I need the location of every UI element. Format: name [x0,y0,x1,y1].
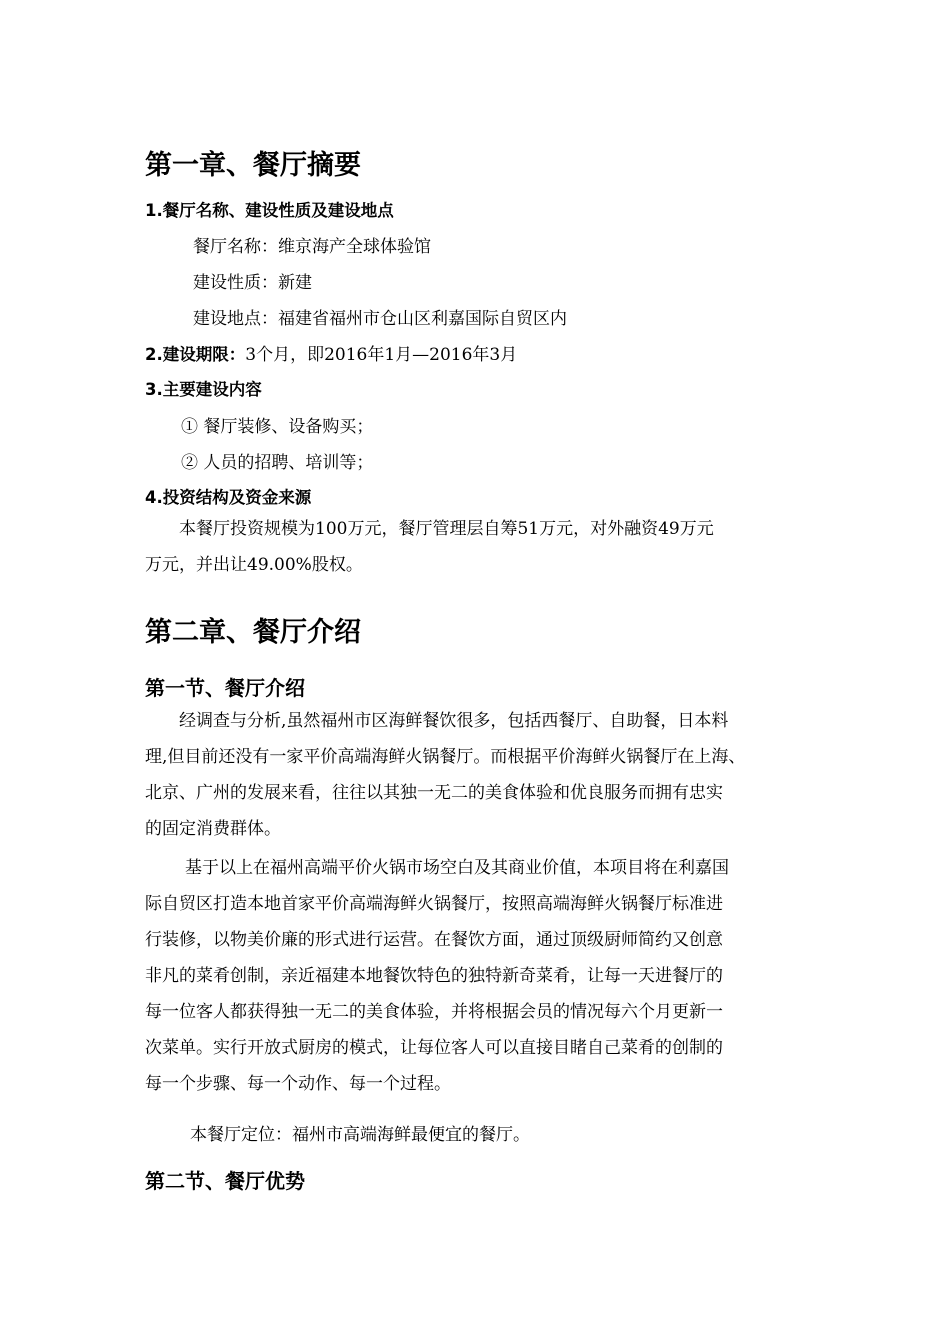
intro-paragraph-2 [145,850,815,1102]
intro-p2-line-3: 行装修，以物美价廉的形式进行运营。在餐饮方面，通过顶级厨师简约又创意 [145,930,723,950]
construction-site-line: 建设地点：福建省福州市仓山区利嘉国际自贸区内 [193,309,567,329]
item-3-heading: 3.主要建设内容 [145,380,262,399]
restaurant-name-line: 餐厅名称：维京海产全球体验馆 [193,237,431,257]
intro-p2-line-6: 次菜单。实行开放式厨房的模式，让每位客人可以直接目睹自己菜肴的创制的 [145,1038,723,1058]
intro-p2-line-1: 基于以上在福州高端平价火锅市场空白及其商业价值，本项目将在利嘉国 [185,858,729,878]
intro-p2-line-5: 每一位客人都获得独一无二的美食体验，并将根据会员的情况每六个月更新一 [145,1002,723,1022]
intro-p1-line-3: 北京、广州的发展来看，往往以其独一无二的美食体验和优良服务而拥有忠实 [145,783,723,803]
section-2-title: 第二节、餐厅优势 [145,1169,305,1193]
content-line-2: ② 人员的招聘、培训等； [181,453,374,473]
intro-p1-line-2: 理,但目前还没有一家平价高端海鲜火锅餐厅。而根据平价海鲜火锅餐厅在上海、 [145,747,746,767]
chapter-2-title: 第二章、餐厅介绍 [145,617,361,648]
intro-p1-line-1: 经调查与分析,虽然福州市区海鲜餐饮很多，包括西餐厅、自助餐，日本料 [179,711,729,731]
item-1-heading: 1.餐厅名称、建设性质及建设地点 [145,201,394,220]
investment-line-2: 万元，并出让49.00%股权。 [145,555,363,575]
investment-paragraph [145,511,815,583]
intro-paragraph-1 [145,703,815,847]
intro-p2-line-7: 每一个步骤、每一个动作、每一个过程。 [145,1074,451,1094]
chapter-1-title: 第一章、餐厅摘要 [145,150,361,181]
item-2-text: 3个月，即2016年1月—2016年3月 [245,345,518,365]
intro-p1-line-4: 的固定消费群体。 [145,819,281,839]
intro-p2-line-4: 非凡的菜肴创制，亲近福建本地餐饮特色的独特新奇菜肴，让每一天进餐厅的 [145,966,723,986]
item-2-line [145,340,517,365]
item-2-label: 2.建设期限： [145,345,246,364]
intro-p2-line-2: 际自贸区打造本地首家平价高端海鲜火锅餐厅，按照高端海鲜火锅餐厅标准进 [145,894,723,914]
positioning-line: 本餐厅定位：福州市高端海鲜最便宜的餐厅。 [190,1125,530,1145]
section-1-title: 第一节、餐厅介绍 [145,676,305,700]
item-4-heading: 4.投资结构及资金来源 [145,488,312,507]
investment-line-1: 本餐厅投资规模为100万元，餐厅管理层自筹51万元，对外融资49万元 [179,519,714,539]
construction-nature-line: 建设性质：新建 [193,273,312,293]
content-line-1: ① 餐厅装修、设备购买； [181,417,374,437]
